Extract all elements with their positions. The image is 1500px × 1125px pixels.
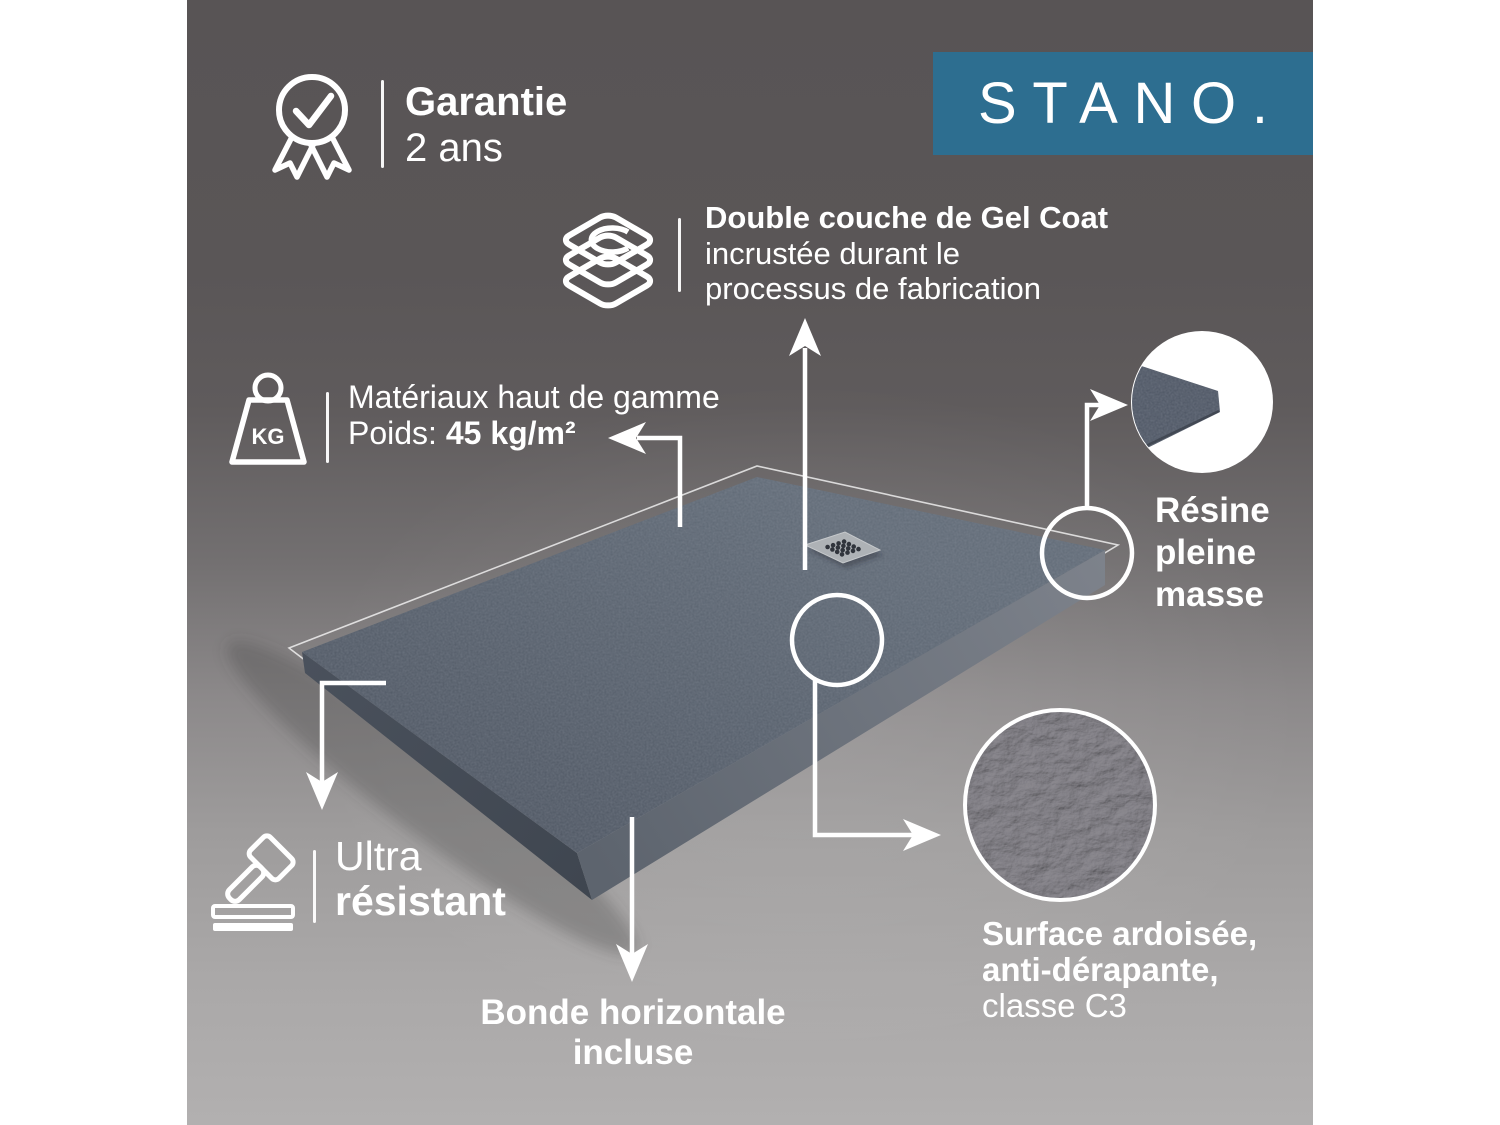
resin-line2: pleine (1155, 533, 1257, 572)
resistant-separator (313, 850, 316, 923)
warranty-title: Garantie (405, 80, 568, 124)
surface-block (982, 916, 1257, 1024)
resin-zoom-circle (1123, 331, 1273, 473)
surface-line1: Surface ardoisée, (982, 915, 1258, 952)
gelcoat-line2: incrustée durant le (705, 236, 961, 271)
hammer-surface-top (213, 906, 293, 917)
resin-line1: Résine (1155, 491, 1270, 530)
resistant-block (335, 834, 506, 924)
surface-line2: anti-dérapante, (982, 951, 1219, 988)
warranty-separator (381, 80, 384, 168)
infographic-stage (187, 0, 1313, 1125)
gelcoat-separator (678, 218, 681, 292)
hammer-icon (213, 834, 295, 931)
resistant-line1: Ultra (335, 833, 422, 879)
slate-texture-circle (965, 710, 1155, 900)
medal-checkmark (296, 96, 331, 125)
resistant-line2: résistant (335, 878, 506, 924)
materials-weight-line (348, 415, 720, 451)
kg-weight-icon (232, 375, 304, 462)
gelcoat-block (705, 199, 1108, 306)
resin-arrow-line (1087, 405, 1100, 508)
weight-value: 45 kg/m² (445, 415, 576, 451)
materials-separator (326, 392, 329, 463)
weight-label: Poids: (348, 415, 446, 451)
warranty-medal-icon (275, 77, 349, 177)
brand-logo-box (933, 52, 1313, 155)
gelcoat-title: Double couche de Gel Coat (705, 200, 1109, 235)
kg-icon-label: KG (251, 424, 285, 449)
surface-line3: classe C3 (982, 987, 1127, 1024)
hammer-surface-bottom (213, 923, 293, 931)
resin-block (1155, 490, 1270, 616)
warranty-block (405, 78, 567, 170)
warranty-subtitle: 2 ans (405, 126, 503, 170)
brand-logo-text: STANO. (978, 71, 1284, 136)
drain-label: Bonde horizontale incluse (480, 993, 786, 1072)
medal-circle (279, 77, 345, 143)
gelcoat-line3: processus de fabrication (705, 271, 1042, 306)
materials-block (348, 379, 720, 451)
resin-line3: masse (1155, 575, 1264, 614)
materials-line1: Matériaux haut de gamme (348, 379, 720, 415)
gelcoat-layers-icon (561, 213, 654, 308)
